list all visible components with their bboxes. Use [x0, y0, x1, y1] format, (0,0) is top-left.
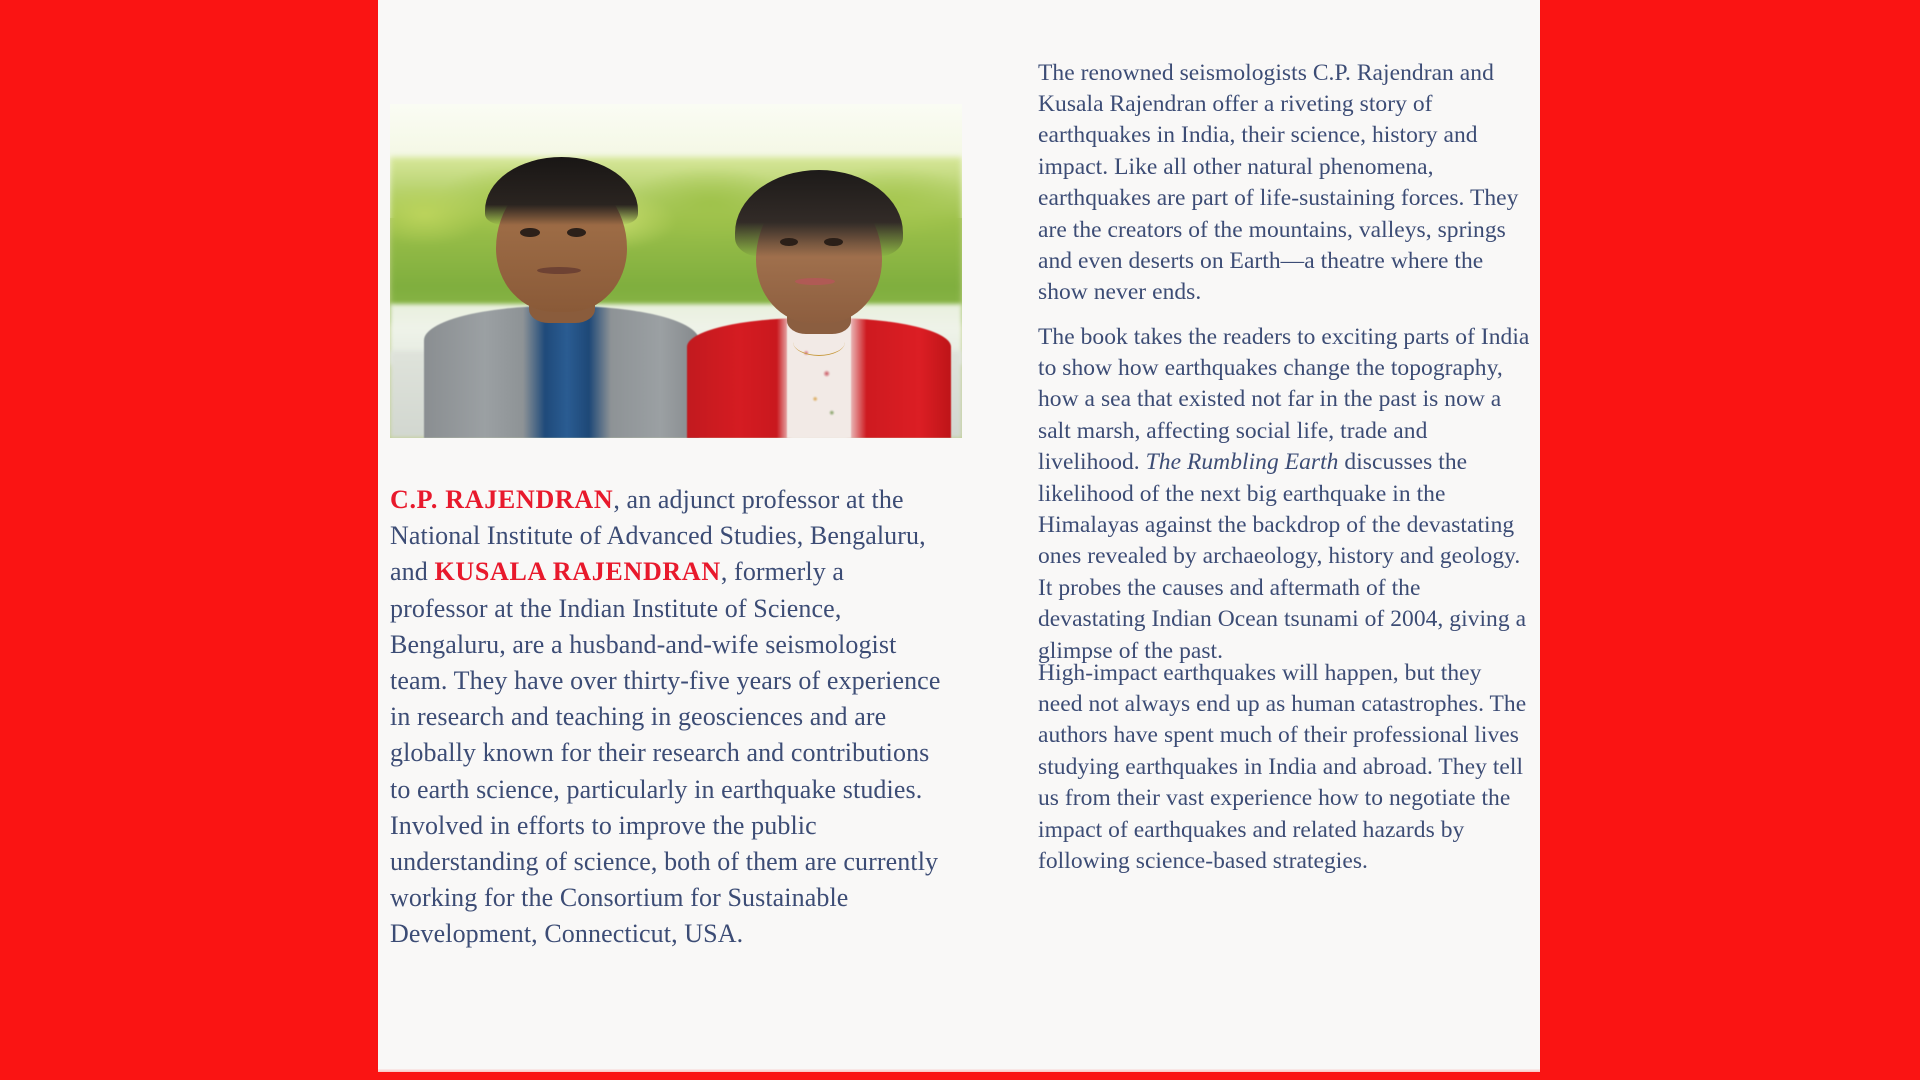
photo-male-hair [485, 157, 639, 226]
photo-male-eye-right [567, 228, 586, 237]
photo-male-cardigan [424, 306, 699, 438]
page-bottom-edge [378, 1069, 1540, 1072]
photo-scene [390, 104, 962, 438]
book-title-italic: The Rumbling Earth [1145, 449, 1339, 476]
blurb-paragraph-2-lead: The book takes the readers to exciting parts of India to show how earthquakes change the topography, how a sea that existed not far in the past is now a salt marsh, affecting social life, trade and livelihood. [1038, 323, 1530, 476]
author-photo [390, 104, 962, 438]
photo-male-eye-left [520, 228, 539, 237]
photo-female-hair [735, 170, 903, 258]
photo-figure-male [424, 151, 699, 438]
blurb-paragraph-2 [1038, 322, 1530, 667]
photo-female-necklace [793, 327, 846, 355]
photo-figure-female [687, 164, 950, 438]
photo-female-mouth [795, 278, 834, 285]
author-bio-segment-2: , formerly a professor at the Indian Institute of Science, Bengaluru, are a husband-and-wife seismologist team. They have over thirty-five years of experience in research and teaching in geosciences and are globally known for their research and contributions to earth science, particularly in earthquake studies. Involved in efforts to improve the public understanding of science, both of them are currently working for the Consortium for Sustainable Development, Connecticut, USA. [390, 557, 941, 949]
blurb-paragraph-1: The renowned seismologists C.P. Rajendran and Kusala Rajendran offer a riveting story of earthquakes in India, their science, history and impact. Like all other natural phenomena, earthquakes are part of life-sustaining forces. They are the creators of the mountains, valleys, springs and even deserts on Earth—a theatre where the show never ends. [1038, 59, 1519, 306]
back-cover-page [378, 0, 1540, 1072]
author-name-primary: C.P. RAJENDRAN [390, 485, 614, 514]
author-bio-segment-1: , an adjunct professor at the National Institute of Advanced Studies, Bengaluru, and [390, 485, 926, 587]
blurb-paragraph-3: High-impact earthquakes will happen, but they need not always end up as human catastrophes. The authors have spent much of their professional lives studying earthquakes in India and abroad. They tell us from their vast experience how to negotiate the impact of earthquakes and related hazards by following science-based strategies. [1038, 659, 1527, 874]
cover-content [378, 0, 1540, 1072]
author-name-secondary: KUSALA RAJENDRAN [434, 557, 721, 587]
blurb-paragraph-2-tail: discusses the likelihood of the next big earthquake in the Himalayas against the backdrop of the devastating ones revealed by archaeology, history and geology. It probes the causes and aftermath of the devastating Indian Ocean tsunami of 2004, giving a glimpse of the past. [1038, 449, 1527, 664]
author-biography [390, 482, 946, 953]
